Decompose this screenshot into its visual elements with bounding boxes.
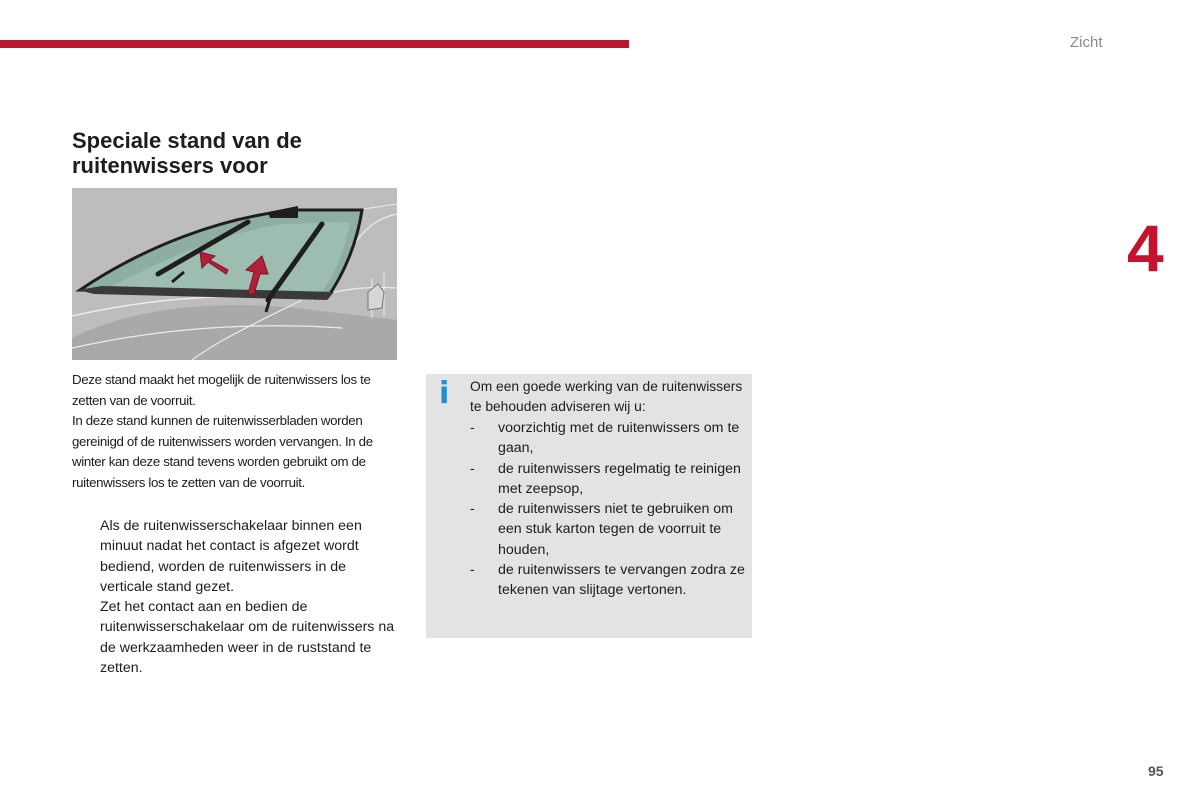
dash-bullet: -: [470, 501, 475, 518]
tip-item: [470, 418, 750, 459]
intro-text: [72, 370, 402, 493]
instruction-text: Als de ruitenwisserschakelaar binnen een minuut nadat het contact is afgezet wordt bediend, worden de ruitenwissers in de verticale stand gezet.: [100, 518, 362, 595]
info-box: [426, 374, 752, 638]
instruction-item: [72, 597, 402, 678]
tip-text: de ruitenwissers niet te gebruiken om een stuk karton tegen de voorruit te houden,: [498, 501, 734, 558]
tips-list: [470, 418, 750, 601]
page-number: 95: [1148, 763, 1164, 779]
info-icon: i: [439, 376, 450, 411]
tip-text: de ruitenwissers te vervangen zodra ze tekenen van slijtage vertonen.: [498, 562, 745, 599]
top-accent-bar: [0, 40, 629, 48]
tip-item: [470, 459, 750, 500]
instruction-text: Zet het contact aan en bedien de ruitenwisserschakelaar om de ruitenwissers na de werkzaamheden weer in de ruststand te zetten.: [100, 599, 395, 677]
dash-bullet: -: [470, 420, 475, 436]
instruction-list: [72, 516, 402, 678]
intro-paragraph: In deze stand kunnen de ruitenwisserbladen worden gereinigd of de ruitenwissers worden vervangen. In de winter kan deze stand tevens worden gebruikt om de ruitenwissers los te zetten van de voorruit.: [72, 413, 373, 490]
section-label: Zicht: [1070, 34, 1103, 51]
page-title: Speciale stand van de ruitenwissers voor: [72, 128, 302, 178]
intro-paragraph: Deze stand maakt het mogelijk de ruitenwissers los te zetten van de voorruit.: [72, 372, 371, 408]
tip-item: [470, 560, 750, 601]
tip-text: de ruitenwissers regelmatig te reinigen met zeepsop,: [498, 460, 741, 497]
info-intro: Om een goede werking van de ruitenwissers te behouden adviseren wij u:: [470, 379, 743, 415]
instruction-item: [72, 516, 402, 597]
dash-bullet: -: [470, 460, 475, 477]
dash-bullet: -: [470, 562, 475, 579]
chapter-number: 4: [1127, 211, 1164, 285]
tip-item: [470, 499, 750, 560]
windscreen-wiper-illustration: [72, 188, 397, 360]
tip-text: voorzichtig met de ruitenwissers om te gaan,: [498, 420, 740, 457]
